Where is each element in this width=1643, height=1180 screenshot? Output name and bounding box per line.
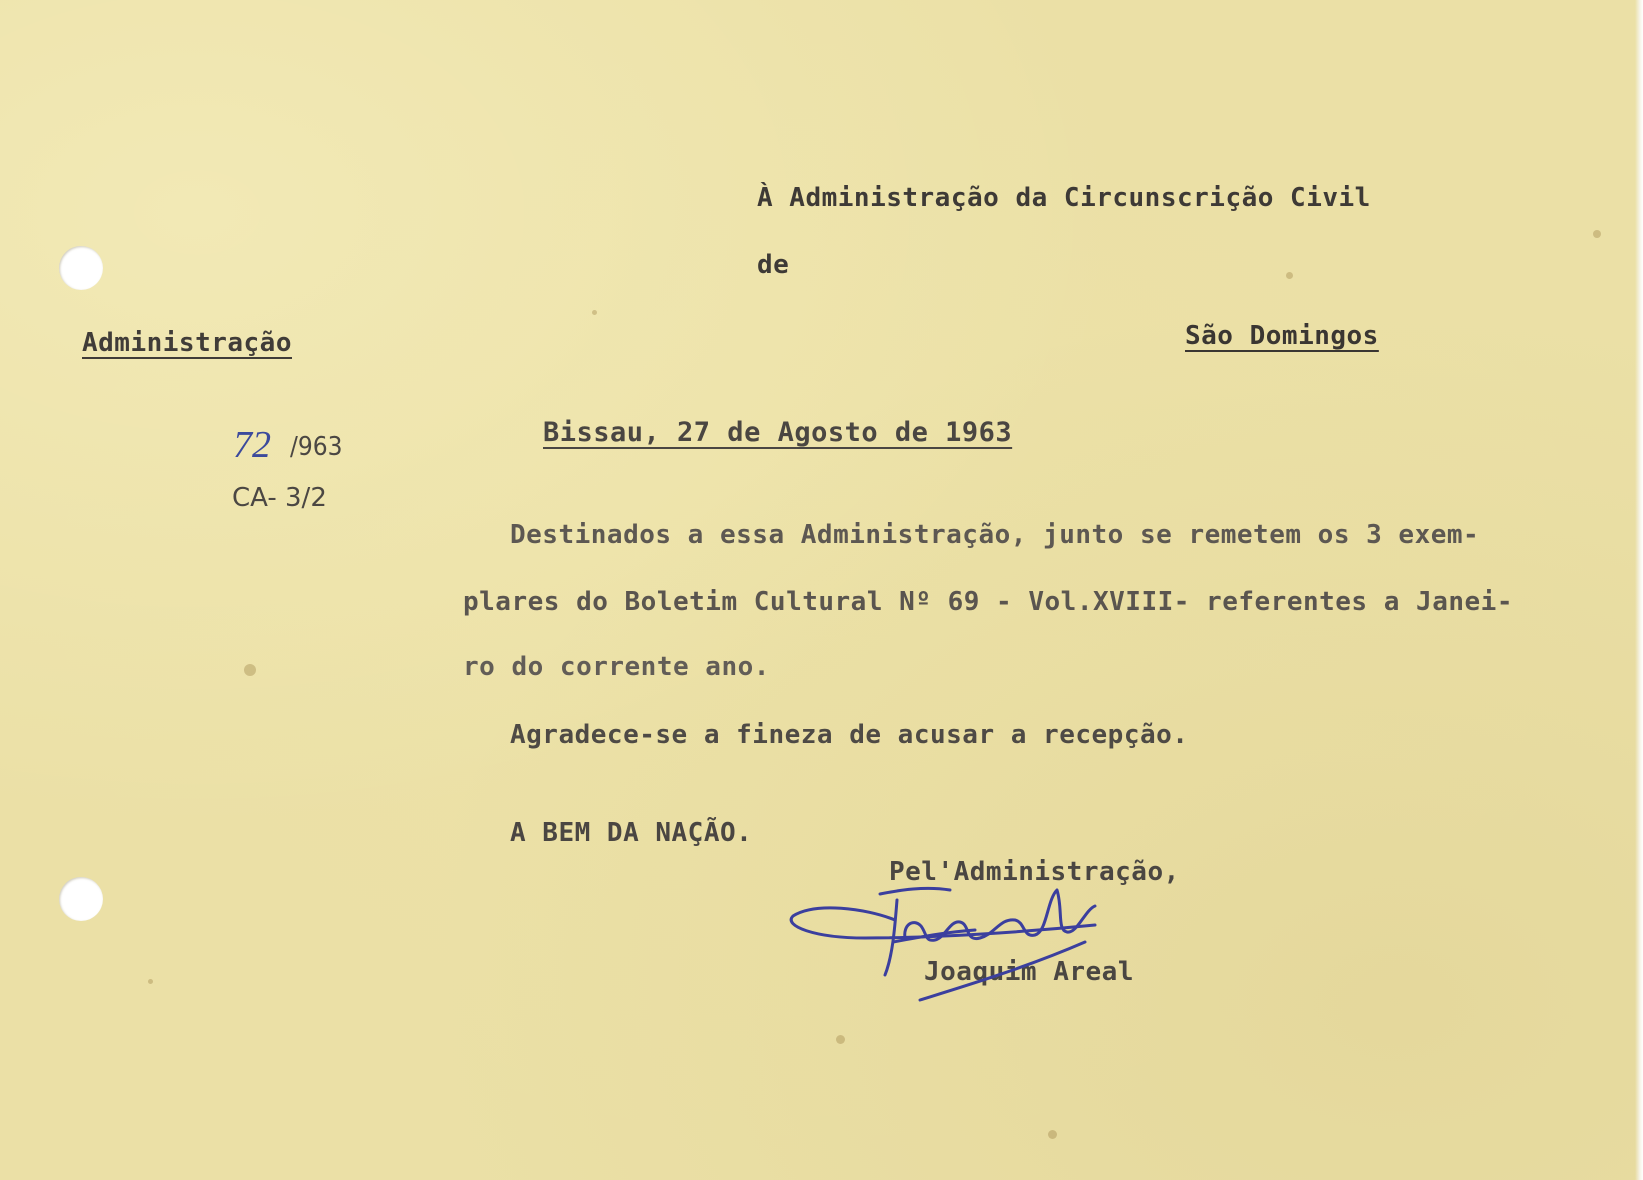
addressee-line: À Administração da Circunscrição Civil — [757, 183, 1371, 213]
stain-spot — [592, 310, 597, 315]
body-line: Destinados a essa Administração, junto se remetem os 3 exem- — [510, 520, 1480, 550]
handwritten-signature — [785, 880, 1135, 1010]
stain-spot — [1048, 1130, 1057, 1139]
body-line: Agradece-se a fineza de acusar a recepção. — [510, 720, 1189, 750]
addressee-place: São Domingos — [1185, 321, 1379, 351]
punch-hole-bottom — [59, 877, 103, 921]
reference-number: 72 — [233, 424, 271, 466]
place-and-date: Bissau, 27 de Agosto de 1963 — [543, 417, 1013, 448]
stain-spot — [148, 979, 153, 984]
stain-spot — [244, 664, 256, 676]
paper-edge — [1635, 0, 1643, 1180]
signatory-name: Joaquim Areal — [924, 957, 1134, 987]
addressee-preposition: de — [757, 250, 790, 280]
closing-salutation: A BEM DA NAÇÃO. — [510, 818, 753, 848]
punch-hole-top — [59, 246, 103, 290]
stain-spot — [836, 1035, 845, 1044]
stain-spot — [1286, 272, 1293, 279]
sender-department: Administração — [82, 328, 292, 358]
signatory-title: Pel'Administração, — [889, 857, 1180, 887]
reference-code: CA- 3/2 — [232, 483, 327, 513]
stain-spot — [1593, 230, 1601, 238]
reference-year: /963 — [290, 432, 343, 462]
body-line: plares do Boletim Cultural Nº 69 - Vol.XVIII- referentes a Janei- — [463, 587, 1513, 617]
body-line: ro do corrente ano. — [463, 652, 770, 682]
